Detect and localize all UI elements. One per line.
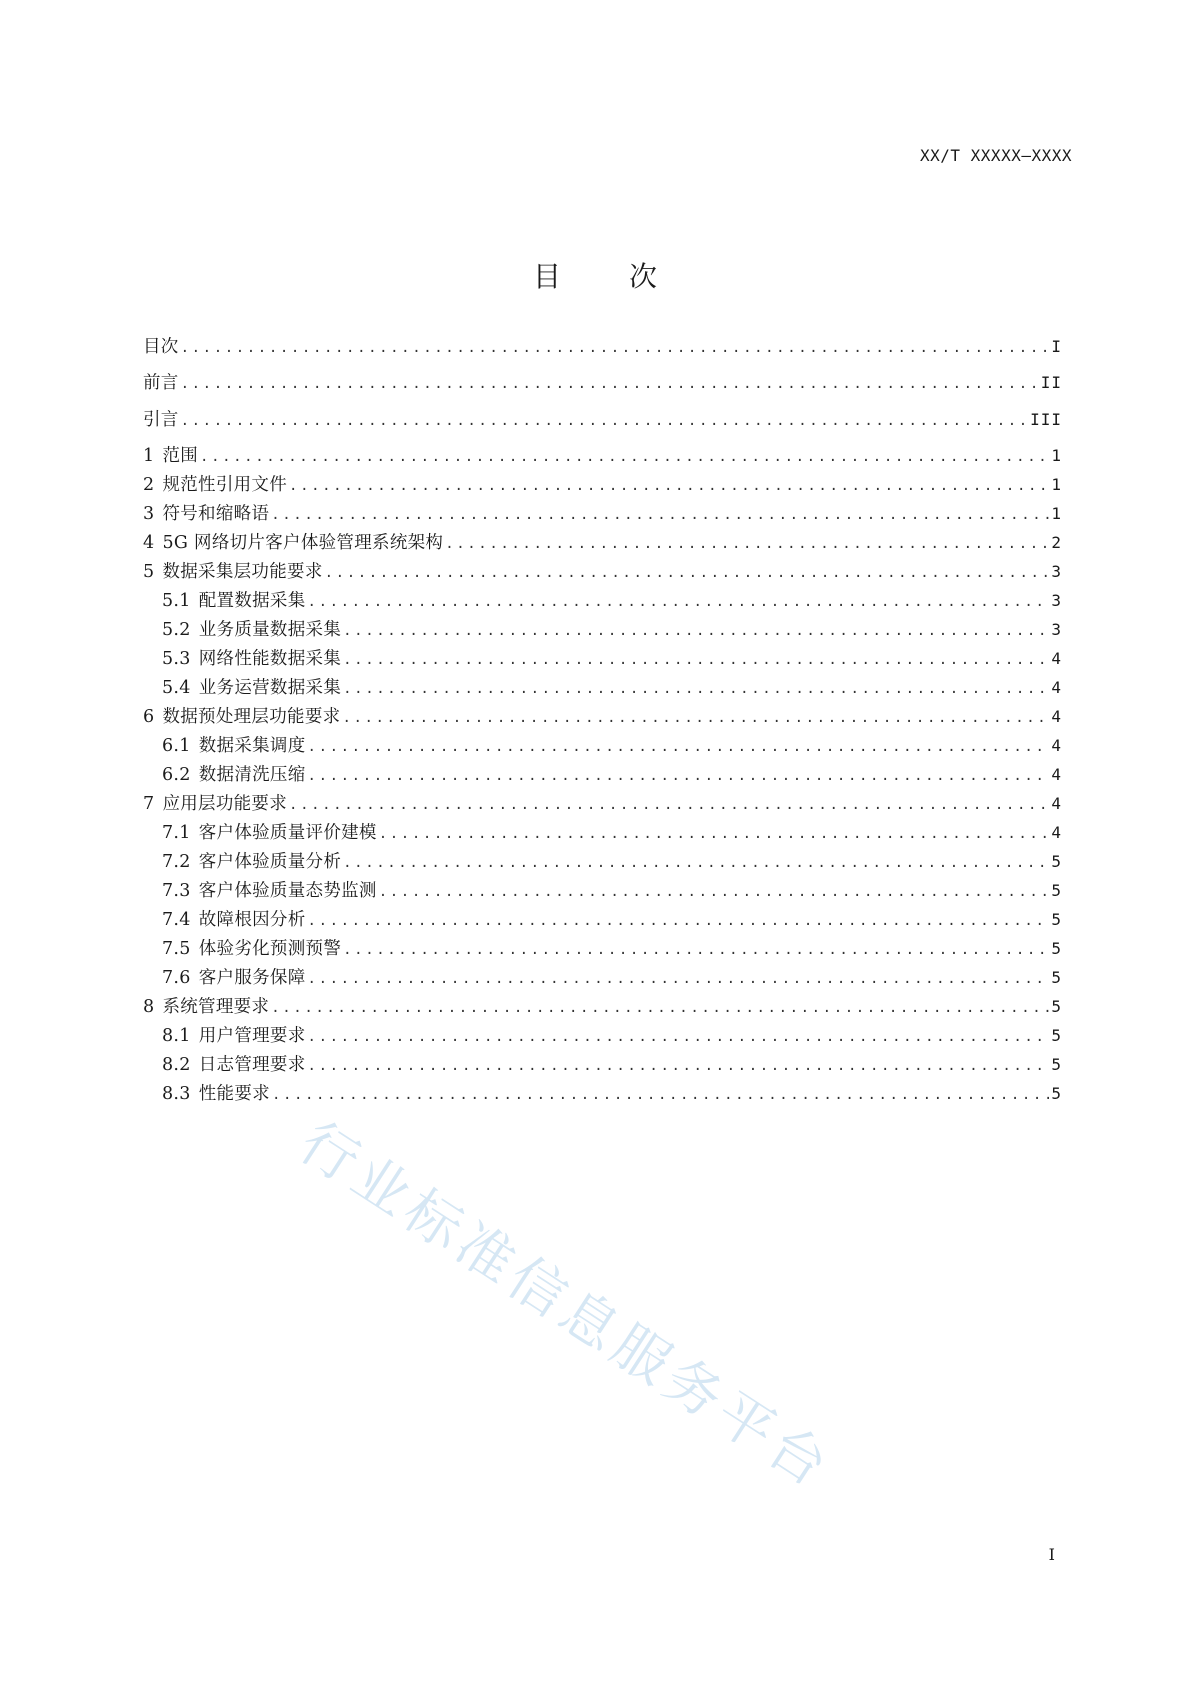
toc-entry-page: 4: [1051, 678, 1062, 697]
toc-entry-label: [162, 647, 341, 671]
toc-entry-number: 7.6: [162, 968, 191, 988]
toc-entry-text: 性能要求: [198, 1084, 270, 1104]
toc-entry-page: 5: [1051, 968, 1062, 987]
toc-entry[interactable]: [143, 371, 1062, 395]
toc-leader-dots: [343, 851, 1049, 875]
toc-entry-label: [162, 879, 377, 903]
toc-entry-page: 1: [1051, 475, 1062, 494]
toc-entry[interactable]: [162, 966, 1062, 990]
toc-leader-dots: [445, 532, 1049, 556]
toc-entry[interactable]: [162, 879, 1062, 903]
toc-entry-label: [143, 335, 179, 359]
toc-entry[interactable]: [162, 618, 1062, 642]
standard-code: XX/T XXXXX—XXXX: [920, 146, 1072, 165]
toc-leader-dots: [325, 561, 1050, 585]
toc-entry[interactable]: [143, 408, 1062, 432]
toc-entry-text: 数据采集调度: [198, 736, 306, 756]
toc-leader-dots: [342, 706, 1049, 730]
toc-entry[interactable]: [162, 821, 1062, 845]
toc-entry-number: 7.5: [162, 939, 191, 959]
toc-leader-dots: [308, 967, 1050, 991]
toc-entry[interactable]: [162, 908, 1062, 932]
toc-entry-number: 6: [143, 707, 155, 727]
toc-entry-label: [143, 560, 323, 584]
toc-entry[interactable]: [162, 647, 1062, 671]
toc-entry-label: [162, 1082, 270, 1106]
toc-entry-number: 7.2: [162, 852, 191, 872]
toc-entry-number: 8.2: [162, 1055, 191, 1075]
toc-entry-text: 引言: [143, 410, 179, 430]
toc-entry-label: [162, 937, 341, 961]
toc-entry-text: 规范性引用文件: [162, 475, 288, 495]
watermark: 行业标准信息服务平台: [288, 1110, 844, 1503]
toc-entry-label: [162, 763, 306, 787]
toc-entry[interactable]: [162, 763, 1062, 787]
toc-leader-dots: [308, 735, 1050, 759]
toc-entry-page: 1: [1051, 446, 1062, 465]
toc-entry-label: [162, 1053, 306, 1077]
toc-leader-dots: [343, 938, 1049, 962]
toc-entry-page: II: [1040, 373, 1062, 392]
toc-entry-page: 3: [1051, 591, 1062, 610]
toc-leader-dots: [308, 1054, 1050, 1078]
toc-leader-dots: [271, 503, 1049, 527]
toc-entry-label: [143, 473, 287, 497]
toc-entry-number: 5.2: [162, 620, 191, 640]
toc-entry-number: 8.3: [162, 1084, 191, 1104]
toc-entry-page: 5: [1051, 997, 1062, 1016]
toc-entry[interactable]: [162, 1053, 1062, 1077]
toc-entry[interactable]: [162, 1082, 1062, 1106]
toc-leader-dots: [289, 793, 1049, 817]
toc-entry[interactable]: [162, 676, 1062, 700]
toc-entry-text: 客户体验质量评价建模: [198, 823, 377, 843]
toc-leader-dots: [343, 619, 1049, 643]
toc-entry-page: 4: [1051, 794, 1062, 813]
toc-entry-text: 数据清洗压缩: [198, 765, 306, 785]
toc-entry-page: III: [1030, 410, 1062, 429]
toc-leader-dots: [200, 445, 1049, 469]
toc-leader-dots: [181, 409, 1028, 433]
toc-entry[interactable]: [143, 531, 1062, 555]
toc-entry-number: 7.1: [162, 823, 191, 843]
toc-entry[interactable]: [143, 473, 1062, 497]
toc-entry-page: 5: [1051, 852, 1062, 871]
toc-entry-text: 业务质量数据采集: [198, 620, 342, 640]
toc-entry-page: I: [1051, 337, 1062, 356]
toc-entry[interactable]: [143, 705, 1062, 729]
toc-leader-dots: [271, 996, 1049, 1020]
toc-entry-text: 用户管理要求: [198, 1026, 306, 1046]
toc-entry-label: [162, 589, 306, 613]
toc-entry[interactable]: [162, 589, 1062, 613]
toc-leader-dots: [343, 677, 1049, 701]
toc-entry-label: [162, 850, 341, 874]
toc-entry-number: 6.2: [162, 765, 191, 785]
toc-entry[interactable]: [143, 444, 1062, 468]
title-char-1: 目: [532, 260, 561, 293]
toc-entry-label: [143, 531, 443, 555]
toc-entry-text: 系统管理要求: [162, 997, 270, 1017]
toc-entry-page: 5: [1051, 1055, 1062, 1074]
toc-entry[interactable]: [143, 335, 1062, 359]
toc-entry-text: 应用层功能要求: [162, 794, 288, 814]
toc-entry-page: 4: [1051, 649, 1062, 668]
toc-entry-text: 数据采集层功能要求: [162, 562, 323, 582]
toc-entry[interactable]: [143, 560, 1062, 584]
toc-entry-text: 客户体验质量态势监测: [198, 881, 377, 901]
toc-entry-number: 5.4: [162, 678, 191, 698]
toc-leader-dots: [308, 909, 1050, 933]
toc-leader-dots: [272, 1083, 1049, 1107]
toc-entry-label: [143, 444, 198, 468]
toc-entry-label: [162, 1024, 306, 1048]
toc-entry-page: 5: [1051, 1084, 1062, 1103]
toc-entry[interactable]: [143, 995, 1062, 1019]
toc-entry-label: [162, 966, 306, 990]
toc-entry-label: [162, 676, 341, 700]
toc-leader-dots: [308, 590, 1050, 614]
toc-entry-label: [162, 908, 306, 932]
toc-entry-text: 前言: [143, 373, 179, 393]
toc-entry-number: 1: [143, 446, 155, 466]
toc-entry-label: [162, 618, 341, 642]
toc-entry-number: 7: [143, 794, 155, 814]
toc-entry-page: 5: [1051, 910, 1062, 929]
toc-leader-dots: [379, 822, 1050, 846]
toc-entry-number: 4: [143, 533, 155, 553]
toc-entry-page: 1: [1051, 504, 1062, 523]
toc-entry-page: 5: [1051, 881, 1062, 900]
toc-entry-text: 网络性能数据采集: [198, 649, 342, 669]
toc-entry-label: [143, 995, 269, 1019]
toc-entry-text: 配置数据采集: [198, 591, 306, 611]
toc-entry-number: 5.1: [162, 591, 191, 611]
toc-entry-number: 5: [143, 562, 155, 582]
toc-leader-dots: [308, 1025, 1050, 1049]
toc-entry-page: 5: [1051, 1026, 1062, 1045]
page-number: I: [1048, 1545, 1055, 1564]
toc-entry-label: [162, 821, 377, 845]
toc-entry[interactable]: [143, 792, 1062, 816]
toc-entry-text: 体验劣化预测预警: [198, 939, 342, 959]
toc-entry-page: 2: [1051, 533, 1062, 552]
toc-entry[interactable]: [143, 502, 1062, 526]
toc-entry-text: 客户体验质量分析: [198, 852, 342, 872]
toc-entry-label: [143, 792, 287, 816]
toc-entry[interactable]: [162, 734, 1062, 758]
toc-entry[interactable]: [162, 937, 1062, 961]
title-char-2: 次: [629, 260, 658, 293]
toc-leader-dots: [379, 880, 1050, 904]
toc-entry[interactable]: [162, 1024, 1062, 1048]
toc-entry-text: 业务运营数据采集: [198, 678, 342, 698]
toc-entry-number: 7.4: [162, 910, 191, 930]
toc-entry-number: 2: [143, 475, 155, 495]
toc-entry[interactable]: [162, 850, 1062, 874]
toc-entry-text: 故障根因分析: [198, 910, 306, 930]
toc-leader-dots: [308, 764, 1050, 788]
toc-entry-page: 4: [1051, 736, 1062, 755]
toc-entry-text: 客户服务保障: [198, 968, 306, 988]
toc-entry-label: [143, 705, 340, 729]
toc-entry-number: 8.1: [162, 1026, 191, 1046]
toc-entry-number: 7.3: [162, 881, 191, 901]
toc-entry-number: 6.1: [162, 736, 191, 756]
toc-entry-number: 3: [143, 504, 155, 524]
toc-leader-dots: [343, 648, 1049, 672]
toc-entry-page: 3: [1051, 562, 1062, 581]
toc-entry-label: [143, 502, 269, 526]
toc-entry-page: 4: [1051, 823, 1062, 842]
page-title: [0, 255, 1190, 295]
toc-entry-number: 5.3: [162, 649, 191, 669]
toc-entry-text: 符号和缩略语: [162, 504, 270, 524]
toc-entry-label: [143, 408, 179, 432]
toc-entry-page: 4: [1051, 765, 1062, 784]
toc-entry-number: 8: [143, 997, 155, 1017]
toc-leader-dots: [289, 474, 1049, 498]
toc-entry-label: [162, 734, 306, 758]
toc-entry-text: 5G 网络切片客户体验管理系统架构: [162, 533, 444, 553]
toc-entry-label: [143, 371, 179, 395]
toc-leader-dots: [181, 336, 1050, 360]
toc-entry-page: 3: [1051, 620, 1062, 639]
toc-entry-text: 范围: [162, 446, 199, 466]
toc-entry-page: 5: [1051, 939, 1062, 958]
toc-entry-page: 4: [1051, 707, 1062, 726]
toc-entry-text: 数据预处理层功能要求: [162, 707, 341, 727]
toc-entry-text: 日志管理要求: [198, 1055, 306, 1075]
toc-leader-dots: [181, 372, 1039, 396]
toc-entry-text: 目次: [143, 337, 179, 357]
